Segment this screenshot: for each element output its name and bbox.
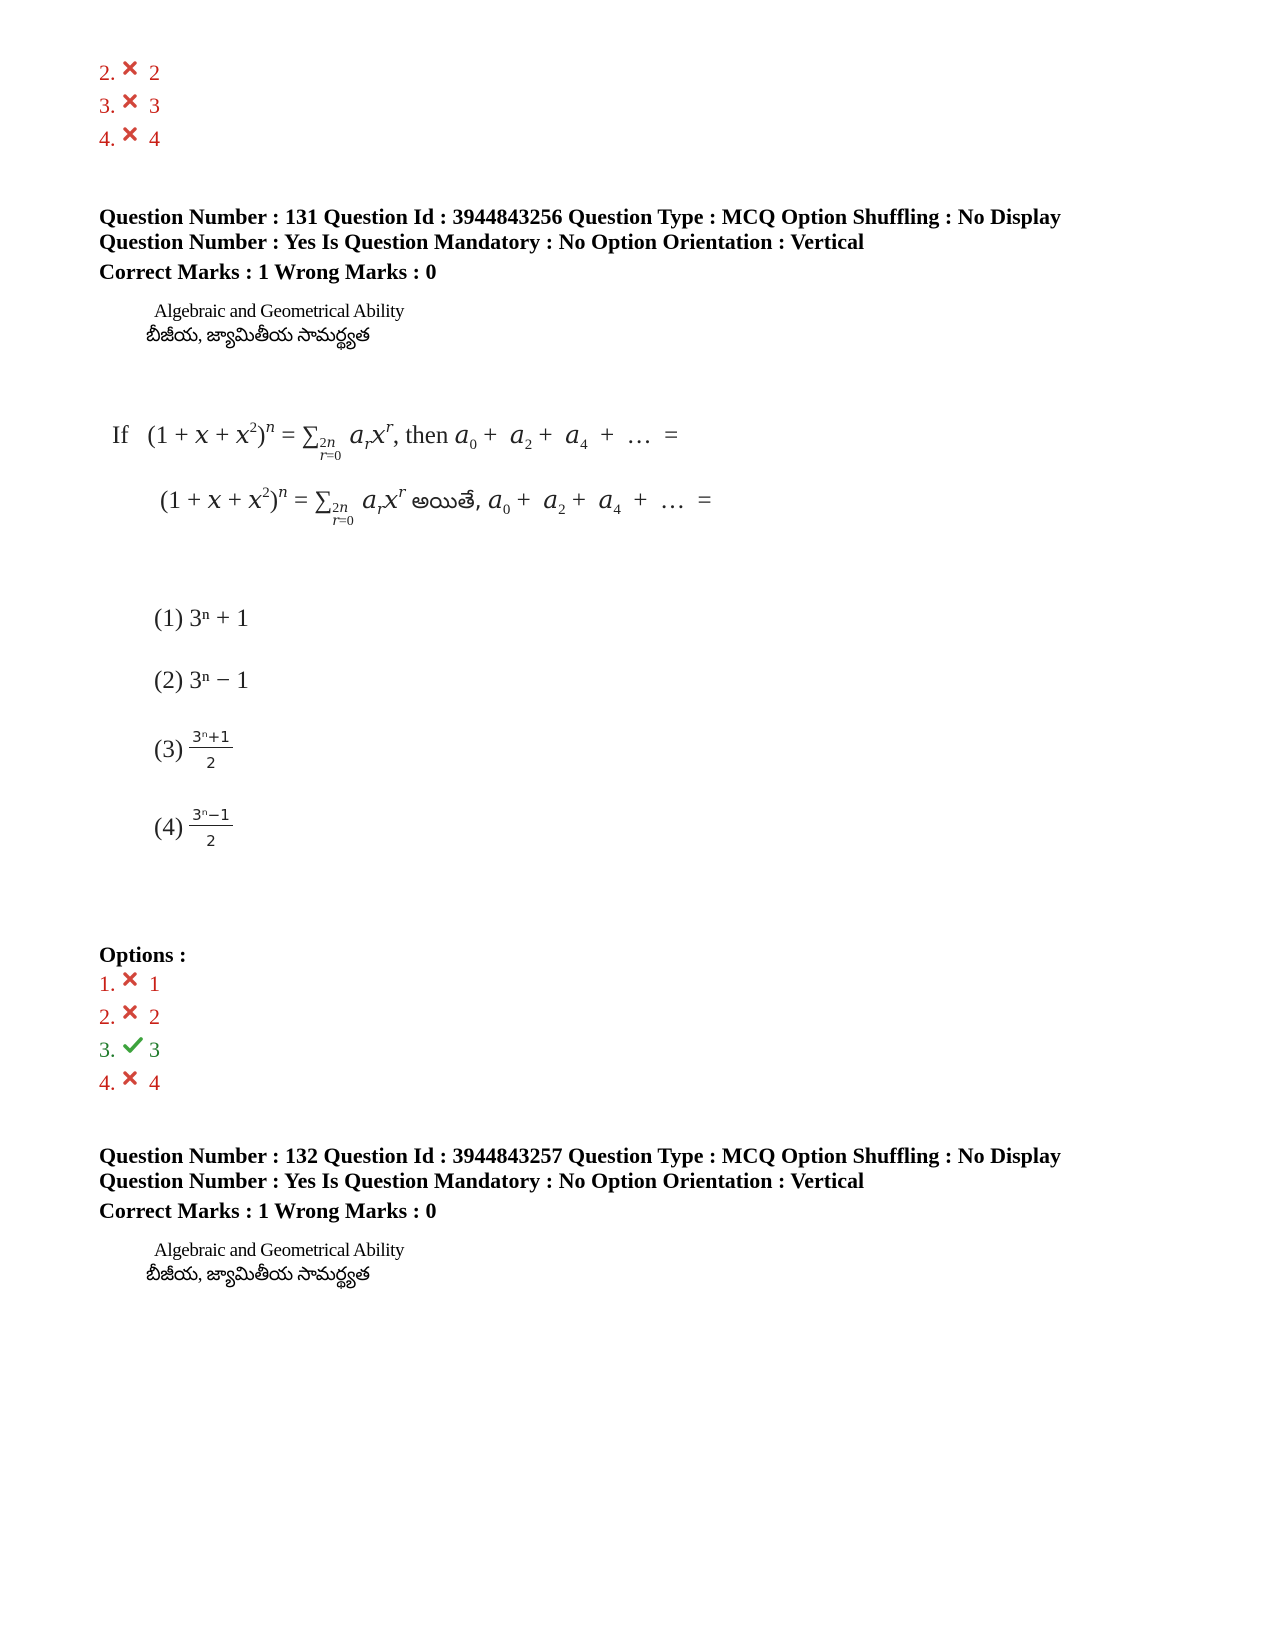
option-value: 3	[149, 93, 160, 118]
option-value: 2	[149, 60, 160, 85]
option-number: 2.	[99, 1004, 116, 1029]
option-row	[99, 1068, 160, 1098]
choice-label: (1)	[154, 605, 184, 632]
option-row	[99, 91, 160, 121]
answer-choice	[154, 806, 233, 850]
option-row	[99, 1035, 160, 1065]
choice-text: 3ⁿ + 1	[189, 605, 249, 632]
subject-label	[146, 300, 404, 348]
option-value: 1	[149, 971, 160, 996]
stem-if: If	[112, 422, 129, 449]
option-number: 2.	[99, 60, 116, 85]
option-number: 4.	[99, 126, 116, 151]
question-marks: Correct Marks : 1 Wrong Marks : 0	[99, 259, 437, 284]
option-number: 1.	[99, 971, 116, 996]
answer-choice	[154, 605, 249, 633]
option-row	[99, 969, 160, 999]
cross-icon	[123, 61, 149, 75]
question-header-line2: Question Number : Yes Is Question Mandatory : No Option Orientation : Vertical	[99, 229, 865, 254]
subject-english: Algebraic and Geometrical Ability	[154, 301, 405, 322]
cross-icon	[123, 94, 149, 108]
question-stem-english: If $(1 + x + x^2)^n$ = ∑ 2n r=0 $a_rx^r$, then $a_0 + a_2 + a_4$ + … =	[112, 418, 679, 464]
option-value: 4	[149, 126, 160, 151]
choice-fraction	[189, 806, 233, 850]
cross-icon	[123, 1005, 149, 1019]
option-row	[99, 58, 160, 88]
option-value: 3	[149, 1037, 160, 1062]
cross-icon	[123, 972, 149, 986]
answer-choice	[154, 667, 249, 695]
question-header-line2: Question Number : Yes Is Question Mandatory : No Option Orientation : Vertical	[99, 1168, 865, 1193]
check-icon	[123, 1037, 149, 1053]
fraction-denominator: 2	[206, 832, 216, 850]
question-header-line1: Question Number : 132 Question Id : 3944843257 Question Type : MCQ Option Shuffling : No Display	[99, 1143, 1062, 1168]
options-title: Options :	[99, 942, 187, 967]
cross-icon	[123, 127, 149, 141]
subject-label	[146, 1239, 404, 1287]
choice-label: (4)	[154, 814, 184, 841]
fraction-numerator: 3ⁿ−1	[189, 806, 233, 826]
stem-then: , then	[392, 422, 449, 449]
choice-fraction	[189, 728, 233, 772]
option-number: 3.	[99, 93, 116, 118]
answer-choice	[154, 728, 233, 772]
choice-text: 3ⁿ − 1	[189, 667, 249, 694]
choice-label: (2)	[154, 667, 184, 694]
subject-telugu: బీజీయ, జ్యామితీయ సామర్థ్యత	[146, 1264, 370, 1285]
question-stem-telugu: $(1 + x + x^2)^n$ = ∑ 2n r=0 $a_rx^r$ అయితే, $a_0 + a_2 + a_4$ + … =	[160, 483, 712, 529]
cross-icon	[123, 1071, 149, 1085]
stem-telugu-word: అయితే,	[411, 489, 482, 514]
subject-telugu: బీజీయ, జ్యామితీయ సామర్థ్యత	[146, 325, 370, 346]
option-value: 4	[149, 1070, 160, 1095]
option-row	[99, 124, 160, 154]
subject-english: Algebraic and Geometrical Ability	[154, 1240, 405, 1261]
question-marks: Correct Marks : 1 Wrong Marks : 0	[99, 1198, 437, 1223]
question-header-line1: Question Number : 131 Question Id : 3944843256 Question Type : MCQ Option Shuffling : No Display	[99, 204, 1062, 229]
option-value: 2	[149, 1004, 160, 1029]
choice-label: (3)	[154, 736, 184, 763]
option-number: 4.	[99, 1070, 116, 1095]
fraction-numerator: 3ⁿ+1	[189, 728, 233, 748]
option-row	[99, 1002, 160, 1032]
fraction-denominator: 2	[206, 754, 216, 772]
option-number: 3.	[99, 1037, 116, 1062]
